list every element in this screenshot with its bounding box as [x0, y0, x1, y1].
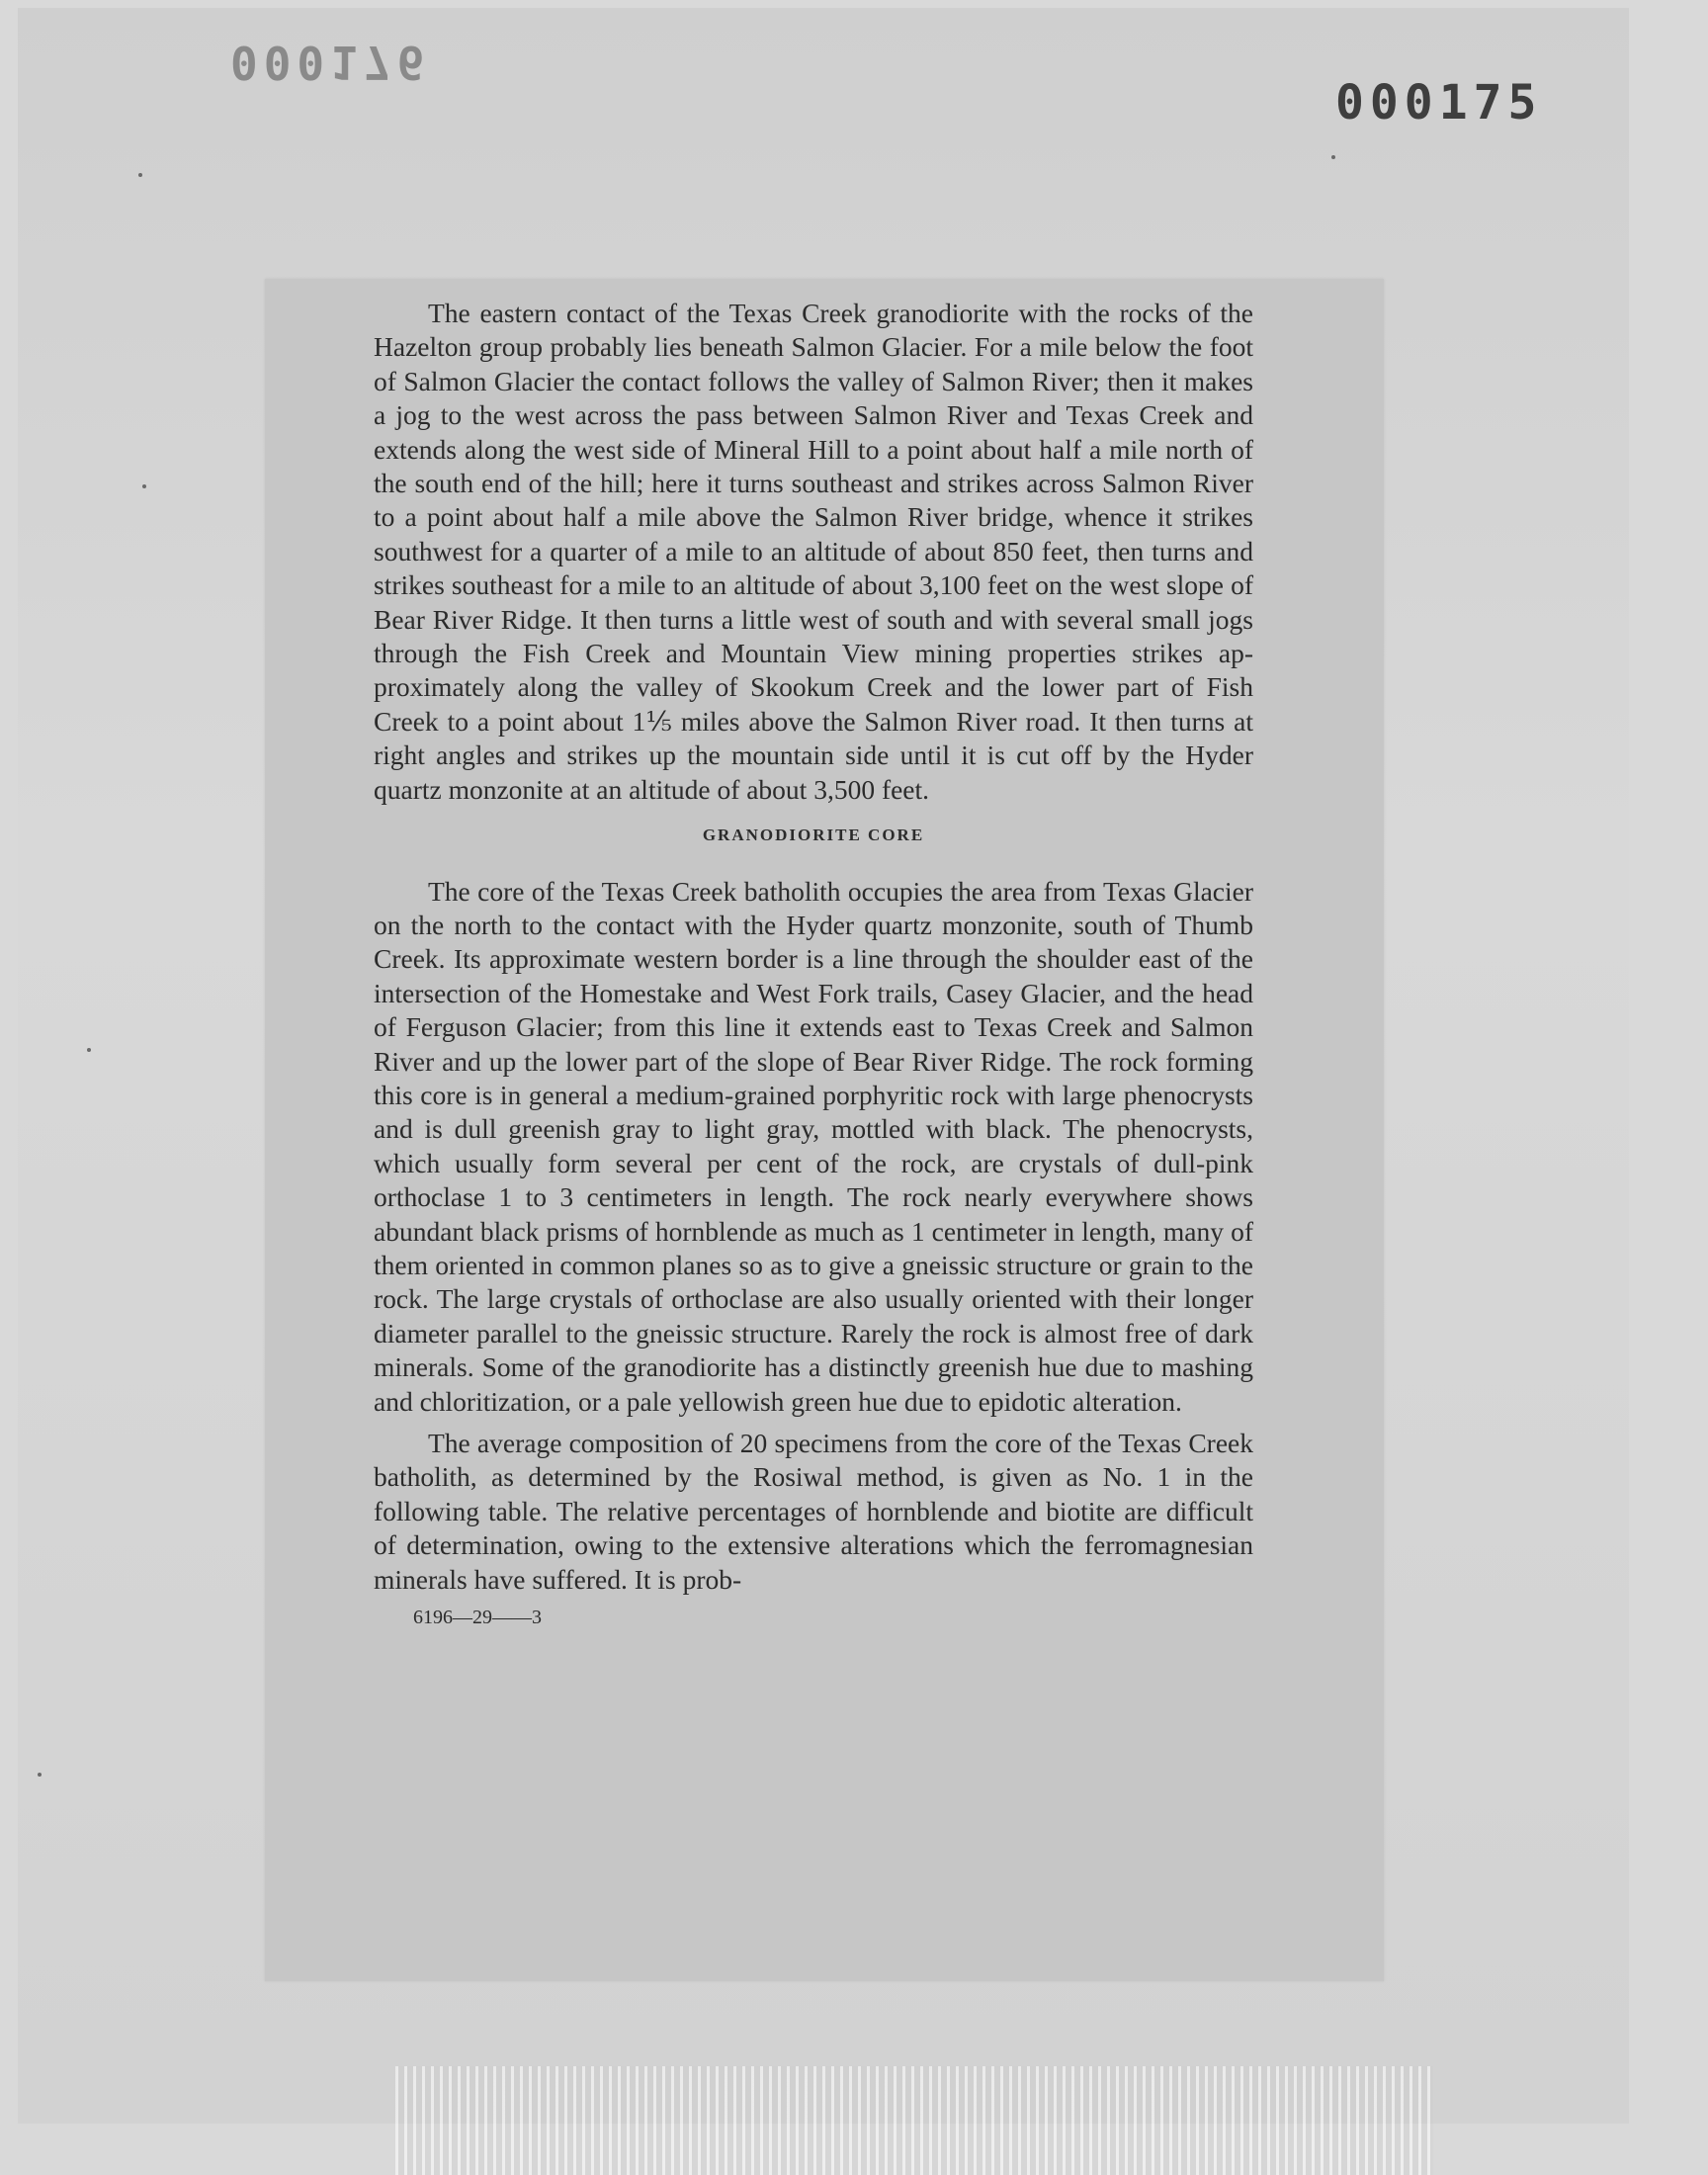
- page-text: [374, 297, 1253, 1634]
- scan-speck: [1331, 155, 1335, 159]
- signature-code: 6196—29——3: [413, 1607, 542, 1629]
- mirrored-page-stamp: 000176: [230, 36, 431, 89]
- scan-speck: [142, 484, 146, 488]
- paragraph-average-composition: The average composition of 20 specimens from the core of the Texas Creek batholith, as determined by the Rosiwal method, is given as No. 1 in the following table. The relative percentages of hornblende and biotite are difficult of determination, owing to the extensive alterations which the ferromagnesian minerals have suffered. It is prob-: [374, 1428, 1253, 1595]
- paragraph-eastern-contact: The eastern contact of the Texas Creek granodiorite with the rocks of the Hazelton group probably lies beneath Salmon Glacier. For a mile below the foot of Salmon Glacier the contact follows the valley of Salmon River; then it makes a jog to the west across the pass between Salmon River and Texas Creek and extends along the west side of Mineral Hill to a point about half a mile north of the south end of the hill; here it turns southeast and strikes across Salmon River to a point about half a mile above the Salmon River bridge, whence it strikes southwest for a quarter of a mile to an altitude of about 850 feet, then turns and strikes southeast for a mile to an altitude of about 3,100 feet on the west slope of Bear River Ridge. It then turns a little west of south and with several small jogs through the Fish Creek and Mountain View mining properties strikes approximately along the valley of Skookum Creek and the lower part of Fish Creek to a point about 1⅕ miles above the Salmon River road. It then turns at right angles and strikes up the mountain side until it is cut off by the Hyder quartz monzonite at an altitude of about 3,500 feet.: [374, 298, 1253, 805]
- printed-page: [265, 279, 1384, 1981]
- page-stamp-number: 000175: [1335, 75, 1543, 130]
- section-heading: GRANODIORITE CORE: [702, 826, 925, 845]
- scan-speck: [87, 1048, 91, 1052]
- scan-streaks: [395, 2066, 1433, 2175]
- scan-speck: [138, 173, 142, 177]
- scan-speck: [38, 1773, 42, 1777]
- paragraph-core-description: The core of the Texas Creek batholith occupies the area from Texas Glacier on the north to the contact with the Hyder quartz monzonite, south of Thumb Creek. Its approximate western border is a line through the shoulder east of the intersection of the Homestake and West Fork trails, Casey Glacier, and the head of Ferguson Glacier; from this line it extends east to Texas Creek and Salmon River and up the lower part of the slope of Bear River Ridge. The rock forming this core is in general a medium-grained porphyritic rock with large phenocrysts and is dull greenish gray to light gray, mottled with black. The phenocrysts, which usually form several per cent of the rock, are crystals of dull-pink orthoclase 1 to 3 centimeters in length. The rock nearly everywhere shows abundant black prisms of hornblende as much as 1 centimeter in length, many of them oriented in common planes so as to give a gneissic structure or grain to the rock. The large crystals of orthoclase are also usually oriented with their longer diameter parallel to the gneissic structure. Rarely the rock is almost free of dark minerals. Some of the granodiorite has a distinctly greenish hue due to mashing and chloritization, or a pale yellowish green hue due to epidotic alteration.: [374, 875, 1253, 1417]
